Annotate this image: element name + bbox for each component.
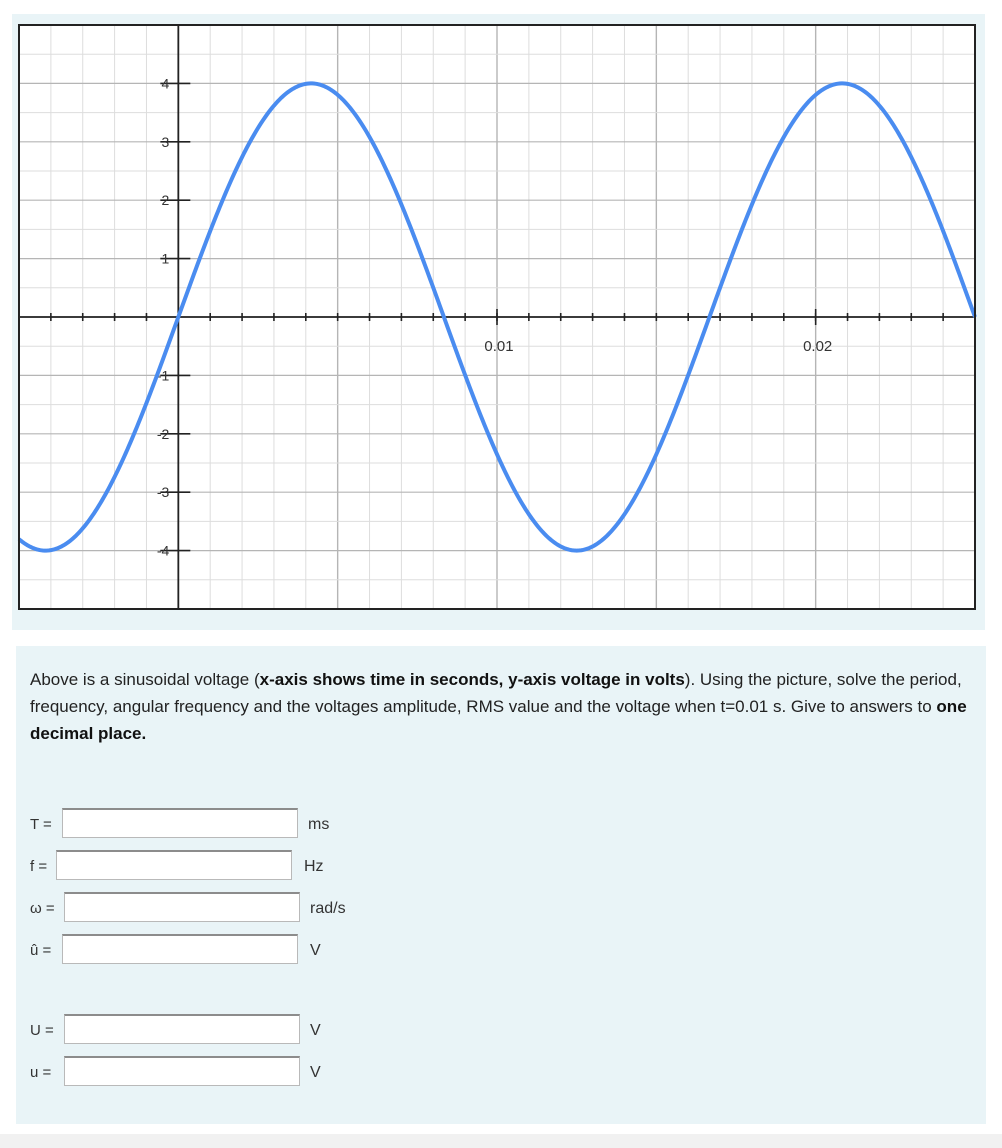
instant-voltage-input[interactable] xyxy=(64,1056,300,1086)
y-tick-label: 2 xyxy=(161,192,170,209)
y-tick-label: 4 xyxy=(161,75,170,92)
answer-unit-rms: V xyxy=(310,1022,321,1039)
answer-label-amplitude: û = xyxy=(30,942,52,959)
question-panel xyxy=(16,646,986,1124)
x-tick-label: 0.02 xyxy=(803,338,833,355)
answer-row-period xyxy=(16,808,616,842)
answer-unit-frequency: Hz xyxy=(304,858,324,875)
period-input[interactable] xyxy=(62,808,298,838)
answer-row-instant-voltage xyxy=(16,1056,616,1090)
y-tick-label: -2 xyxy=(156,425,170,442)
question-text-part2: ). Using the picture, solve the period, frequency, angular frequency and the voltages amplitude, RMS value and the voltage when t=0.01 s. Give to answers to xyxy=(30,670,962,716)
answer-label-rms: U = xyxy=(30,1022,54,1039)
answer-row-angular-frequency xyxy=(16,892,616,926)
voltage-chart xyxy=(12,14,985,630)
answer-unit-angular-frequency: rad/s xyxy=(310,900,346,917)
y-tick-label: -4 xyxy=(156,542,170,559)
question-text-bold-axes: x-axis shows time in seconds, y-axis voltage in volts xyxy=(259,670,685,689)
answer-label-angular-frequency: ω = xyxy=(30,900,55,917)
answer-label-period: T = xyxy=(30,816,52,833)
chart-panel xyxy=(12,14,985,630)
question-text-part1: Above is a sinusoidal voltage ( xyxy=(30,670,260,689)
y-tick-label: -1 xyxy=(156,367,170,384)
amplitude-input[interactable] xyxy=(62,934,298,964)
y-tick-label: 1 xyxy=(161,250,170,267)
answer-unit-period: ms xyxy=(308,816,330,833)
question-text xyxy=(30,666,970,747)
angular-frequency-input[interactable] xyxy=(64,892,300,922)
answer-row-rms xyxy=(16,1014,616,1048)
answer-label-instant-voltage: u = xyxy=(30,1064,52,1081)
bottom-strip xyxy=(0,1134,1002,1148)
y-tick-label: -3 xyxy=(156,484,170,501)
x-tick-label: 0.01 xyxy=(484,338,514,355)
y-tick-label: 3 xyxy=(161,133,170,150)
answer-label-frequency: f = xyxy=(30,858,48,875)
frequency-input[interactable] xyxy=(56,850,292,880)
question-text-bold-decimal: one decimal place. xyxy=(30,697,967,743)
answer-unit-amplitude: V xyxy=(310,942,321,959)
rms-input[interactable] xyxy=(64,1014,300,1044)
answer-row-amplitude xyxy=(16,934,616,968)
answer-unit-instant-voltage: V xyxy=(310,1064,321,1081)
answer-row-frequency xyxy=(16,850,616,884)
